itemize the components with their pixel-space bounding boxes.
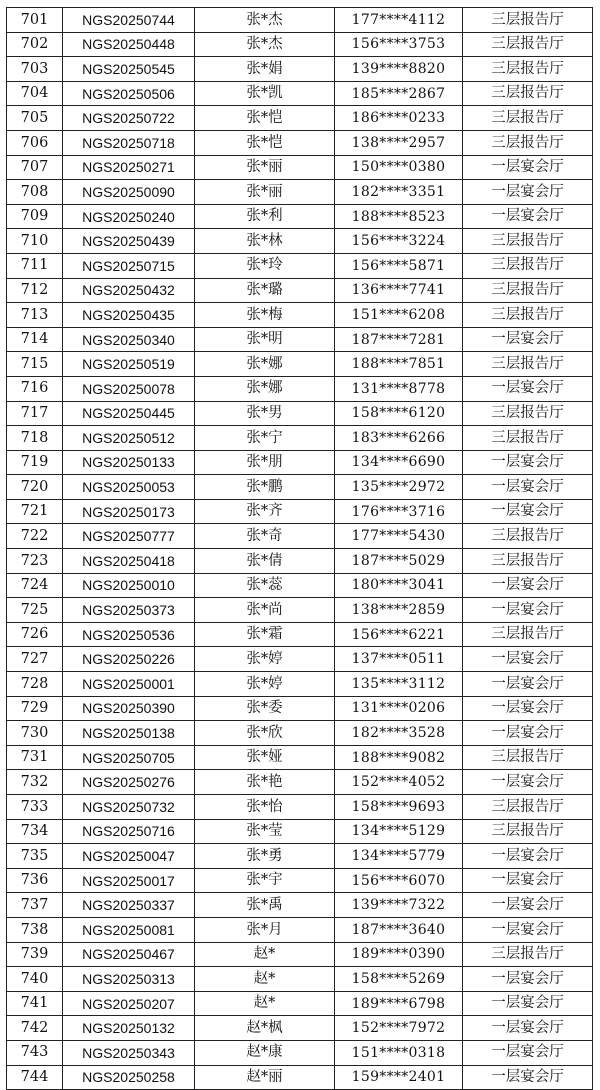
row-number-cell: 708 <box>7 180 63 205</box>
venue-cell: 三层报告厅 <box>463 426 593 451</box>
venue-cell: 三层报告厅 <box>463 278 593 303</box>
row-number-cell: 740 <box>7 967 63 992</box>
attendee-name-cell: 张*娟 <box>195 57 335 82</box>
venue-cell: 一层宴会厅 <box>463 868 593 893</box>
row-number-cell: 712 <box>7 278 63 303</box>
row-number-cell: 722 <box>7 524 63 549</box>
phone-number-cell: 158****9693 <box>335 795 463 820</box>
table-row <box>7 549 593 574</box>
row-number-cell: 710 <box>7 229 63 254</box>
registration-code-cell: NGS20250373 <box>63 598 195 623</box>
table-row <box>7 1016 593 1041</box>
table-row <box>7 155 593 180</box>
phone-number-cell: 188****8523 <box>335 204 463 229</box>
row-number-cell: 741 <box>7 991 63 1016</box>
registration-code-cell: NGS20250207 <box>63 991 195 1016</box>
registration-code-cell: NGS20250337 <box>63 893 195 918</box>
phone-number-cell: 156****5871 <box>335 253 463 278</box>
venue-cell: 三层报告厅 <box>463 745 593 770</box>
registration-code-cell: NGS20250536 <box>63 622 195 647</box>
registration-code-cell: NGS20250271 <box>63 155 195 180</box>
attendee-name-cell: 张*宁 <box>195 426 335 451</box>
table-row <box>7 401 593 426</box>
phone-number-cell: 189****0390 <box>335 942 463 967</box>
attendee-name-cell: 张*杰 <box>195 8 335 33</box>
phone-number-cell: 152****7972 <box>335 1016 463 1041</box>
phone-number-cell: 134****5779 <box>335 844 463 869</box>
venue-cell: 一层宴会厅 <box>463 180 593 205</box>
row-number-cell: 736 <box>7 868 63 893</box>
venue-cell: 一层宴会厅 <box>463 155 593 180</box>
phone-number-cell: 158****5269 <box>335 967 463 992</box>
table-row <box>7 253 593 278</box>
row-number-cell: 733 <box>7 795 63 820</box>
table-row <box>7 795 593 820</box>
attendee-name-cell: 赵* <box>195 991 335 1016</box>
venue-cell: 一层宴会厅 <box>463 1016 593 1041</box>
attendee-name-cell: 张*璐 <box>195 278 335 303</box>
table-row <box>7 696 593 721</box>
phone-number-cell: 137****0511 <box>335 647 463 672</box>
registration-code-cell: NGS20250435 <box>63 303 195 328</box>
attendee-name-cell: 张*男 <box>195 401 335 426</box>
phone-number-cell: 156****3224 <box>335 229 463 254</box>
venue-cell: 一层宴会厅 <box>463 893 593 918</box>
table-row <box>7 426 593 451</box>
venue-cell: 一层宴会厅 <box>463 721 593 746</box>
attendee-name-cell: 张*婷 <box>195 672 335 697</box>
venue-cell: 三层报告厅 <box>463 942 593 967</box>
registration-code-cell: NGS20250545 <box>63 57 195 82</box>
registration-code-cell: NGS20250343 <box>63 1040 195 1065</box>
attendee-name-cell: 张*艳 <box>195 770 335 795</box>
phone-number-cell: 188****9082 <box>335 745 463 770</box>
venue-cell: 一层宴会厅 <box>463 647 593 672</box>
attendee-name-cell: 张*梅 <box>195 303 335 328</box>
table-row <box>7 991 593 1016</box>
registration-code-cell: NGS20250439 <box>63 229 195 254</box>
attendee-name-cell: 赵* <box>195 942 335 967</box>
table-row <box>7 868 593 893</box>
attendee-name-cell: 赵*康 <box>195 1040 335 1065</box>
phone-number-cell: 152****4052 <box>335 770 463 795</box>
row-number-cell: 703 <box>7 57 63 82</box>
row-number-cell: 715 <box>7 352 63 377</box>
table-row <box>7 57 593 82</box>
registration-code-cell: NGS20250276 <box>63 770 195 795</box>
phone-number-cell: 131****8778 <box>335 376 463 401</box>
phone-number-cell: 131****0206 <box>335 696 463 721</box>
row-number-cell: 728 <box>7 672 63 697</box>
venue-cell: 三层报告厅 <box>463 549 593 574</box>
attendee-name-cell: 张*凯 <box>195 81 335 106</box>
row-number-cell: 717 <box>7 401 63 426</box>
attendee-name-cell: 赵* <box>195 967 335 992</box>
venue-cell: 一层宴会厅 <box>463 573 593 598</box>
phone-number-cell: 156****6221 <box>335 622 463 647</box>
table-row <box>7 180 593 205</box>
table-row <box>7 450 593 475</box>
venue-cell: 一层宴会厅 <box>463 991 593 1016</box>
table-row <box>7 1040 593 1065</box>
registration-code-cell: NGS20250445 <box>63 401 195 426</box>
attendee-name-cell: 张*蕊 <box>195 573 335 598</box>
registration-code-cell: NGS20250390 <box>63 696 195 721</box>
phone-number-cell: 177****5430 <box>335 524 463 549</box>
table-row <box>7 499 593 524</box>
venue-cell: 三层报告厅 <box>463 622 593 647</box>
table-row <box>7 524 593 549</box>
phone-number-cell: 159****2401 <box>335 1065 463 1090</box>
table-row <box>7 327 593 352</box>
registration-code-cell: NGS20250053 <box>63 475 195 500</box>
table-row <box>7 278 593 303</box>
phone-number-cell: 187****7281 <box>335 327 463 352</box>
table-row <box>7 622 593 647</box>
registration-code-cell: NGS20250010 <box>63 573 195 598</box>
attendee-name-cell: 张*怡 <box>195 795 335 820</box>
row-number-cell: 714 <box>7 327 63 352</box>
table-row <box>7 475 593 500</box>
attendee-name-cell: 张*恺 <box>195 106 335 131</box>
registration-code-cell: NGS20250173 <box>63 499 195 524</box>
phone-number-cell: 180****3041 <box>335 573 463 598</box>
row-number-cell: 725 <box>7 598 63 623</box>
attendee-name-cell: 赵*丽 <box>195 1065 335 1090</box>
attendee-name-cell: 张*明 <box>195 327 335 352</box>
registration-code-cell: NGS20250258 <box>63 1065 195 1090</box>
phone-number-cell: 139****7322 <box>335 893 463 918</box>
registration-code-cell: NGS20250340 <box>63 327 195 352</box>
row-number-cell: 706 <box>7 130 63 155</box>
registration-code-cell: NGS20250718 <box>63 130 195 155</box>
table-row <box>7 672 593 697</box>
venue-cell: 一层宴会厅 <box>463 598 593 623</box>
phone-number-cell: 136****7741 <box>335 278 463 303</box>
table-row <box>7 844 593 869</box>
attendee-table-body <box>7 8 593 1090</box>
row-number-cell: 704 <box>7 81 63 106</box>
attendee-name-cell: 张*霜 <box>195 622 335 647</box>
registration-code-cell: NGS20250138 <box>63 721 195 746</box>
registration-code-cell: NGS20250047 <box>63 844 195 869</box>
phone-number-cell: 138****2859 <box>335 598 463 623</box>
attendee-name-cell: 张*利 <box>195 204 335 229</box>
phone-number-cell: 182****3528 <box>335 721 463 746</box>
row-number-cell: 744 <box>7 1065 63 1090</box>
table-row <box>7 745 593 770</box>
table-row <box>7 647 593 672</box>
table-row <box>7 1065 593 1090</box>
row-number-cell: 730 <box>7 721 63 746</box>
phone-number-cell: 134****5129 <box>335 819 463 844</box>
registration-code-cell: NGS20250418 <box>63 549 195 574</box>
attendee-name-cell: 张*娅 <box>195 745 335 770</box>
registration-code-cell: NGS20250732 <box>63 795 195 820</box>
attendee-name-cell: 张*丽 <box>195 155 335 180</box>
venue-cell: 三层报告厅 <box>463 352 593 377</box>
phone-number-cell: 187****5029 <box>335 549 463 574</box>
row-number-cell: 739 <box>7 942 63 967</box>
registration-code-cell: NGS20250133 <box>63 450 195 475</box>
phone-number-cell: 134****6690 <box>335 450 463 475</box>
venue-cell: 一层宴会厅 <box>463 376 593 401</box>
table-row <box>7 598 593 623</box>
phone-number-cell: 187****3640 <box>335 917 463 942</box>
attendee-name-cell: 张*奇 <box>195 524 335 549</box>
row-number-cell: 732 <box>7 770 63 795</box>
venue-cell: 一层宴会厅 <box>463 917 593 942</box>
phone-number-cell: 135****2972 <box>335 475 463 500</box>
attendee-name-cell: 张*倩 <box>195 549 335 574</box>
phone-number-cell: 151****6208 <box>335 303 463 328</box>
row-number-cell: 713 <box>7 303 63 328</box>
venue-cell: 一层宴会厅 <box>463 696 593 721</box>
table-row <box>7 721 593 746</box>
venue-cell: 三层报告厅 <box>463 819 593 844</box>
venue-cell: 一层宴会厅 <box>463 770 593 795</box>
phone-number-cell: 158****6120 <box>335 401 463 426</box>
venue-cell: 一层宴会厅 <box>463 1065 593 1090</box>
phone-number-cell: 188****7851 <box>335 352 463 377</box>
attendee-name-cell: 张*丽 <box>195 180 335 205</box>
table-row <box>7 573 593 598</box>
venue-cell: 三层报告厅 <box>463 106 593 131</box>
registration-code-cell: NGS20250519 <box>63 352 195 377</box>
row-number-cell: 720 <box>7 475 63 500</box>
row-number-cell: 729 <box>7 696 63 721</box>
phone-number-cell: 186****0233 <box>335 106 463 131</box>
table-row <box>7 893 593 918</box>
phone-number-cell: 151****0318 <box>335 1040 463 1065</box>
attendee-name-cell: 张*杰 <box>195 32 335 57</box>
registration-code-cell: NGS20250432 <box>63 278 195 303</box>
table-row <box>7 967 593 992</box>
venue-cell: 一层宴会厅 <box>463 327 593 352</box>
table-row <box>7 106 593 131</box>
registration-code-cell: NGS20250715 <box>63 253 195 278</box>
row-number-cell: 735 <box>7 844 63 869</box>
table-row <box>7 917 593 942</box>
table-row <box>7 303 593 328</box>
venue-cell: 三层报告厅 <box>463 524 593 549</box>
attendee-name-cell: 张*朋 <box>195 450 335 475</box>
attendee-name-cell: 张*鹏 <box>195 475 335 500</box>
attendee-name-cell: 张*娜 <box>195 376 335 401</box>
registration-code-cell: NGS20250313 <box>63 967 195 992</box>
venue-cell: 一层宴会厅 <box>463 499 593 524</box>
attendee-table <box>6 7 593 1090</box>
venue-cell: 三层报告厅 <box>463 229 593 254</box>
row-number-cell: 711 <box>7 253 63 278</box>
registration-code-cell: NGS20250506 <box>63 81 195 106</box>
registration-code-cell: NGS20250001 <box>63 672 195 697</box>
row-number-cell: 716 <box>7 376 63 401</box>
phone-number-cell: 177****4112 <box>335 8 463 33</box>
table-row <box>7 819 593 844</box>
attendee-name-cell: 张*莹 <box>195 819 335 844</box>
venue-cell: 一层宴会厅 <box>463 204 593 229</box>
venue-cell: 三层报告厅 <box>463 253 593 278</box>
row-number-cell: 727 <box>7 647 63 672</box>
phone-number-cell: 139****8820 <box>335 57 463 82</box>
venue-cell: 三层报告厅 <box>463 303 593 328</box>
registration-code-cell: NGS20250090 <box>63 180 195 205</box>
attendee-name-cell: 张*宇 <box>195 868 335 893</box>
registration-code-cell: NGS20250467 <box>63 942 195 967</box>
phone-number-cell: 182****3351 <box>335 180 463 205</box>
registration-code-cell: NGS20250512 <box>63 426 195 451</box>
venue-cell: 三层报告厅 <box>463 795 593 820</box>
row-number-cell: 724 <box>7 573 63 598</box>
row-number-cell: 719 <box>7 450 63 475</box>
row-number-cell: 721 <box>7 499 63 524</box>
table-row <box>7 229 593 254</box>
attendee-name-cell: 张*欣 <box>195 721 335 746</box>
registration-code-cell: NGS20250078 <box>63 376 195 401</box>
registration-code-cell: NGS20250722 <box>63 106 195 131</box>
registration-code-cell: NGS20250777 <box>63 524 195 549</box>
table-row <box>7 352 593 377</box>
registration-code-cell: NGS20250017 <box>63 868 195 893</box>
registration-code-cell: NGS20250744 <box>63 8 195 33</box>
table-row <box>7 32 593 57</box>
phone-number-cell: 176****3716 <box>335 499 463 524</box>
row-number-cell: 723 <box>7 549 63 574</box>
phone-number-cell: 189****6798 <box>335 991 463 1016</box>
venue-cell: 一层宴会厅 <box>463 672 593 697</box>
phone-number-cell: 183****6266 <box>335 426 463 451</box>
attendee-name-cell: 张*玲 <box>195 253 335 278</box>
registration-code-cell: NGS20250081 <box>63 917 195 942</box>
attendee-name-cell: 张*娜 <box>195 352 335 377</box>
row-number-cell: 734 <box>7 819 63 844</box>
row-number-cell: 742 <box>7 1016 63 1041</box>
registration-code-cell: NGS20250716 <box>63 819 195 844</box>
attendee-name-cell: 张*尚 <box>195 598 335 623</box>
row-number-cell: 726 <box>7 622 63 647</box>
table-row <box>7 942 593 967</box>
registration-code-cell: NGS20250132 <box>63 1016 195 1041</box>
row-number-cell: 705 <box>7 106 63 131</box>
table-row <box>7 376 593 401</box>
attendee-name-cell: 张*林 <box>195 229 335 254</box>
row-number-cell: 707 <box>7 155 63 180</box>
table-row <box>7 770 593 795</box>
attendee-name-cell: 张*月 <box>195 917 335 942</box>
phone-number-cell: 135****3112 <box>335 672 463 697</box>
venue-cell: 三层报告厅 <box>463 130 593 155</box>
phone-number-cell: 156****6070 <box>335 868 463 893</box>
row-number-cell: 737 <box>7 893 63 918</box>
registration-code-cell: NGS20250448 <box>63 32 195 57</box>
registration-code-cell: NGS20250226 <box>63 647 195 672</box>
row-number-cell: 701 <box>7 8 63 33</box>
attendee-name-cell: 赵*枫 <box>195 1016 335 1041</box>
table-row <box>7 8 593 33</box>
attendee-name-cell: 张*婷 <box>195 647 335 672</box>
attendee-name-cell: 张*委 <box>195 696 335 721</box>
attendee-name-cell: 张*恺 <box>195 130 335 155</box>
venue-cell: 三层报告厅 <box>463 57 593 82</box>
attendee-name-cell: 张*禹 <box>195 893 335 918</box>
phone-number-cell: 156****3753 <box>335 32 463 57</box>
row-number-cell: 718 <box>7 426 63 451</box>
attendee-name-cell: 张*勇 <box>195 844 335 869</box>
venue-cell: 三层报告厅 <box>463 32 593 57</box>
phone-number-cell: 185****2867 <box>335 81 463 106</box>
row-number-cell: 731 <box>7 745 63 770</box>
venue-cell: 一层宴会厅 <box>463 1040 593 1065</box>
registration-code-cell: NGS20250240 <box>63 204 195 229</box>
venue-cell: 三层报告厅 <box>463 81 593 106</box>
row-number-cell: 738 <box>7 917 63 942</box>
row-number-cell: 743 <box>7 1040 63 1065</box>
venue-cell: 一层宴会厅 <box>463 844 593 869</box>
registration-code-cell: NGS20250705 <box>63 745 195 770</box>
venue-cell: 一层宴会厅 <box>463 967 593 992</box>
attendee-name-cell: 张*齐 <box>195 499 335 524</box>
phone-number-cell: 150****0380 <box>335 155 463 180</box>
venue-cell: 一层宴会厅 <box>463 450 593 475</box>
phone-number-cell: 138****2957 <box>335 130 463 155</box>
venue-cell: 三层报告厅 <box>463 401 593 426</box>
venue-cell: 三层报告厅 <box>463 8 593 33</box>
venue-cell: 一层宴会厅 <box>463 475 593 500</box>
table-row <box>7 130 593 155</box>
table-row <box>7 81 593 106</box>
table-row <box>7 204 593 229</box>
row-number-cell: 702 <box>7 32 63 57</box>
row-number-cell: 709 <box>7 204 63 229</box>
